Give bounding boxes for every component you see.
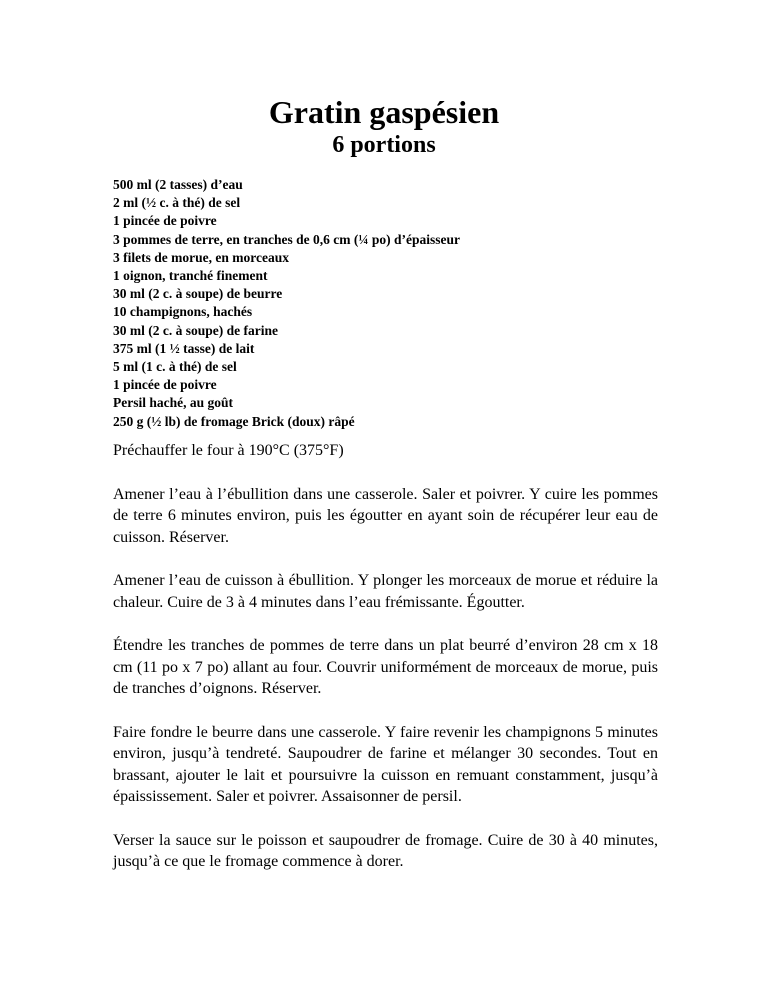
instruction-step: Amener l’eau de cuisson à ébullition. Y plonger les morceaux de morue et réduire la chaleur. Cuire de 3 à 4 minutes dans l’eau frémissante. Égoutter. (113, 572, 658, 611)
ingredient-item: 1 pincée de poivre (113, 213, 217, 229)
ingredient-item: 2 ml (½ c. à thé) de sel (113, 195, 241, 211)
recipe-portions: 6 portions (332, 132, 436, 158)
ingredient-item: 30 ml (2 c. à soupe) de beurre (113, 286, 283, 302)
instruction-step: Verser la sauce sur le poisson et saupoudrer de fromage. Cuire de 30 à 40 minutes, jusqu’à ce que le fromage commence à dorer. (113, 831, 658, 870)
ingredient-list (113, 176, 658, 431)
ingredient-item: 1 oignon, tranché finement (113, 268, 268, 284)
title-block (0, 94, 768, 160)
ingredient-item: 30 ml (2 c. à soupe) de farine (113, 322, 278, 338)
ingredient-item: 500 ml (2 tasses) d’eau (113, 177, 243, 192)
ingredient-item: 10 champignons, hachés (113, 304, 253, 320)
ingredient-item: 5 ml (1 c. à thé) de sel (113, 359, 237, 375)
recipe-title: Gratin gaspésien (268, 94, 500, 130)
instructions (113, 440, 658, 895)
ingredient-item: Persil haché, au goût (113, 395, 233, 411)
instruction-step: Amener l’eau à l’ébullition dans une casserole. Saler et poivrer. Y cuire les pommes de terre 6 minutes environ, puis les égoutter en ayant soin de récupérer leur eau de cuisson. Réserver. (113, 485, 658, 546)
ingredient-item: 1 pincée de poivre (113, 377, 217, 393)
ingredient-item: 375 ml (1 ½ tasse) de lait (113, 340, 255, 356)
instruction-step: Étendre les tranches de pommes de terre dans un plat beurré d’environ 28 cm x 18 cm (11 po x 7 po) allant au four. Couvrir uniformément de morceaux de morue, puis de tranches d’oignons. Réserver. (113, 637, 658, 697)
instruction-step: Faire fondre le beurre dans une casserole. Y faire revenir les champignons 5 minutes environ, jusqu’à tendreté. Saupoudrer de farine et mélanger 30 secondes. Tout en brassant, ajouter le lait et poursuivre la cuisson en remuant constamment, jusqu’à épaississement. Saler et poivrer. Assaisonner de persil. (113, 723, 658, 805)
ingredient-item: 250 g (½ lb) de fromage Brick (doux) râpé (113, 413, 355, 429)
ingredient-item: 3 pommes de terre, en tranches de 0,6 cm (¼ po) d’épaisseur (113, 231, 460, 247)
instruction-step-preheat: Préchauffer le four à 190°C (375°F) (113, 442, 344, 459)
ingredient-item: 3 filets de morue, en morceaux (113, 249, 289, 265)
